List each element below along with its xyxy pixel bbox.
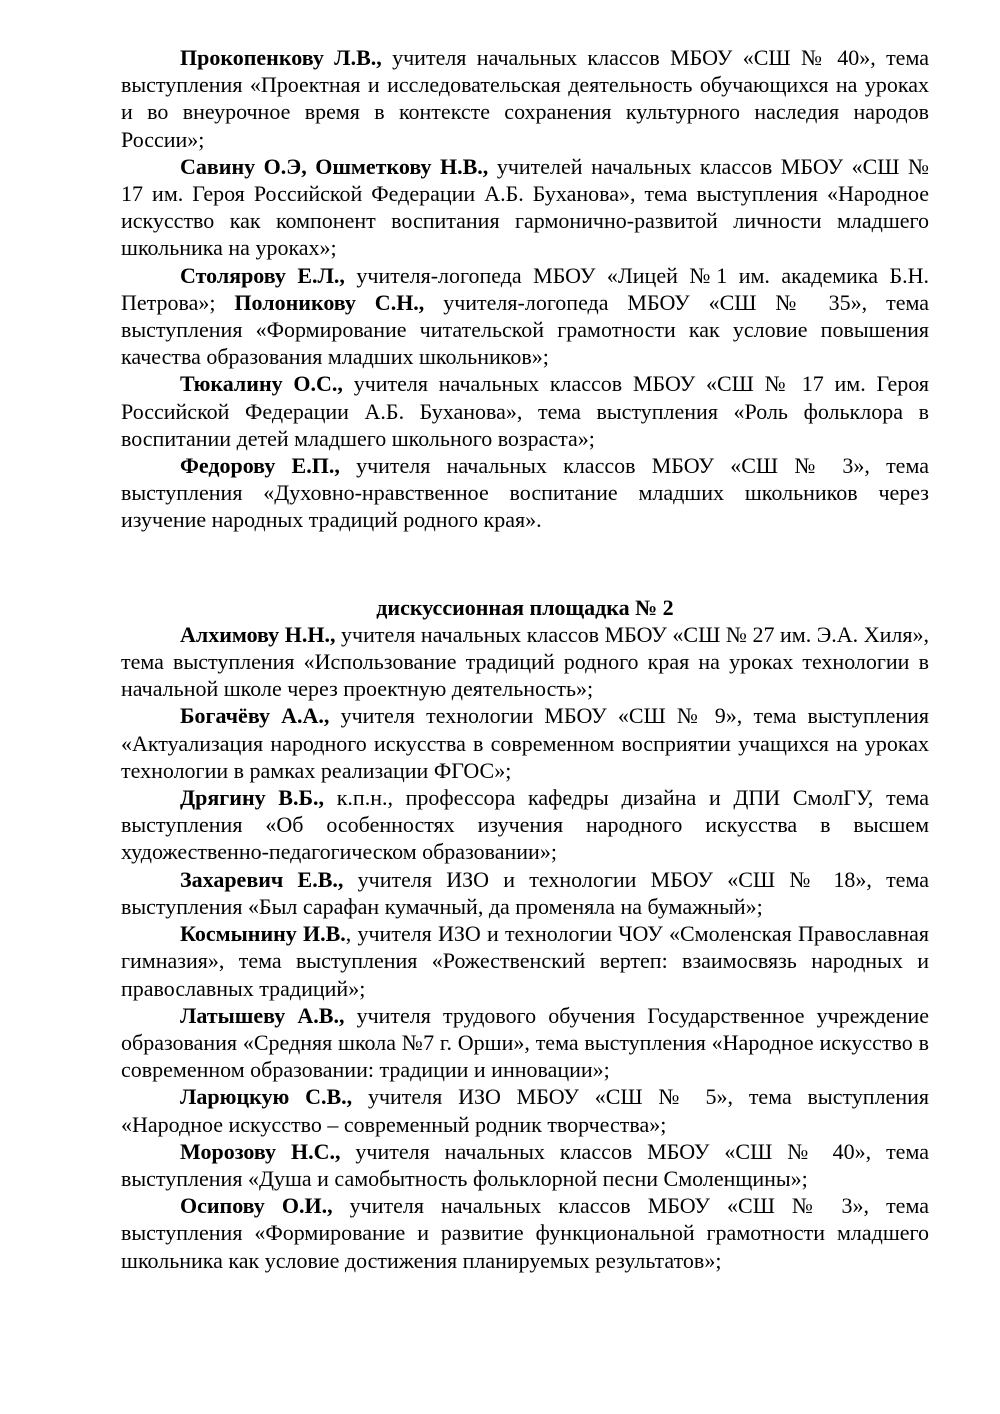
entry-alkhimova (121, 621, 929, 703)
entry-text: , учителя ИЗО и технологии ЧОУ «Смоленская Православная гимназия», тема выступления «Рожественский вертеп: взаимосвязь народных и православных традиций»; (121, 921, 929, 1001)
entry-latysheva (121, 1002, 929, 1084)
entry-name-secondary: Полоникову С.Н., (234, 289, 425, 315)
entry-text: учителя технологии МБОУ «СШ № 9», тема выступления «Актуализация народного искусства в современном восприятии учащихся на уроках технологии в рамках реализации ФГОС»; (121, 703, 930, 783)
entry-text: учителя трудового обучения Государственное учреждение образования «Средняя школа №7 г. Орши», тема выступления «Народное искусство в современном образовании: традиции и инновации»; (121, 1002, 929, 1083)
entry-text: учителя начальных классов МБОУ «СШ № 40», тема выступления «Проектная и исследовательская деятельность обучающихся на уроках и во внеурочное время в контексте сохранения культурного наследия народов России»; (121, 45, 929, 152)
entry-text: учителей начальных классов МБОУ «СШ № 17 им. Героя Российской Федерации А.Б. Буханова», тема выступления «Народное искусство как компонент воспитания гармонично-развитой личности младшего школьника на уроках»; (121, 153, 929, 261)
entry-kosmynina (121, 920, 929, 1002)
entry-text: к.п.н., профессора кафедры дизайна и ДПИ СмолГУ, тема выступления «Об особенностях изучения народного искусства в высшем художественно-педагогическом образовании»; (121, 785, 929, 865)
entry-name: Осипову О.И., (180, 1193, 333, 1219)
entry-prokopenkova (121, 44, 929, 153)
entry-text: учителя начальных классов МБОУ «СШ № 40», тема выступления «Душа и самобытность фольклорной песни Смоленщины»; (121, 1138, 929, 1191)
entry-bogacheva (121, 702, 929, 784)
entry-text: учителя начальных классов МБОУ «СШ № 27 им. Э.А. Хиля», тема выступления «Использование традиций родного края на уроках технологии в начальной школе через проектную деятельность»; (121, 621, 929, 702)
entry-text: учителя начальных классов МБОУ «СШ № 17 им. Героя Российской Федерации А.Б. Буханова», тема выступления «Роль фольклора в воспитании детей младшего школьного возраста»; (121, 371, 929, 451)
entry-tyukalina (121, 370, 929, 452)
section-heading: дискуссионная площадка № 2 (376, 594, 674, 620)
entry-savina-oshmetkova (121, 153, 929, 262)
entry-name: Морозову Н.С., (180, 1138, 341, 1164)
entry-name: Латышеву А.В., (180, 1002, 345, 1028)
entry-stolyarova-polonikova (121, 262, 929, 371)
entry-name: Алхимову Н.Н., (180, 621, 336, 647)
entry-text-secondary: учителя-логопеда МБОУ «СШ № 35», тема выступления «Формирование читательской грамотности как условие повышения качества образования младших школьников»; (121, 289, 929, 370)
entry-morozova (121, 1138, 929, 1192)
entry-zakharevich (121, 866, 929, 920)
entry-name: Тюкалину О.С., (180, 371, 343, 397)
entry-text: учителя-логопеда МБОУ «Лицей №1 им. академика Б.Н. Петрова»; (121, 262, 930, 315)
entry-name: Захаревич Е.В., (180, 866, 344, 892)
entry-text: учителя начальных классов МБОУ «СШ № 3», тема выступления «Духовно-нравственное воспитание младших школьников через изучение народных традиций родного края». (121, 453, 929, 533)
entry-name: Космынину И.В. (180, 921, 346, 947)
entry-osipova (121, 1192, 929, 1274)
entry-name: Богачёву А.А., (180, 703, 330, 729)
entry-name: Ларюцкую С.В., (180, 1084, 353, 1110)
entry-name: Столярову Е.Л., (180, 262, 345, 288)
entry-name: Федорову Е.П., (180, 453, 340, 479)
entry-text: учителя ИЗО МБОУ «СШ № 5», тема выступления «Народное искусство – современный родник творчества»; (121, 1084, 929, 1137)
document-page (121, 44, 929, 1274)
entry-name: Прокопенкову Л.В., (180, 45, 382, 70)
entry-name: Савину О.Э, Ошметкову Н.В., (180, 153, 489, 179)
entry-text: учителя ИЗО и технологии МБОУ «СШ № 18», тема выступления «Был сарафан кумачный, да променяла на бумажный»; (121, 866, 929, 919)
entry-laryutskaya (121, 1083, 929, 1137)
entry-name: Дрягину В.Б., (180, 785, 325, 811)
entry-text: учителя начальных классов МБОУ «СШ № 3», тема выступления «Формирование и развитие функциональной грамотности младшего школьника как условие достижения планируемых результатов»; (121, 1193, 929, 1273)
entry-fedorova (121, 452, 929, 534)
entry-dryagina (121, 784, 929, 866)
